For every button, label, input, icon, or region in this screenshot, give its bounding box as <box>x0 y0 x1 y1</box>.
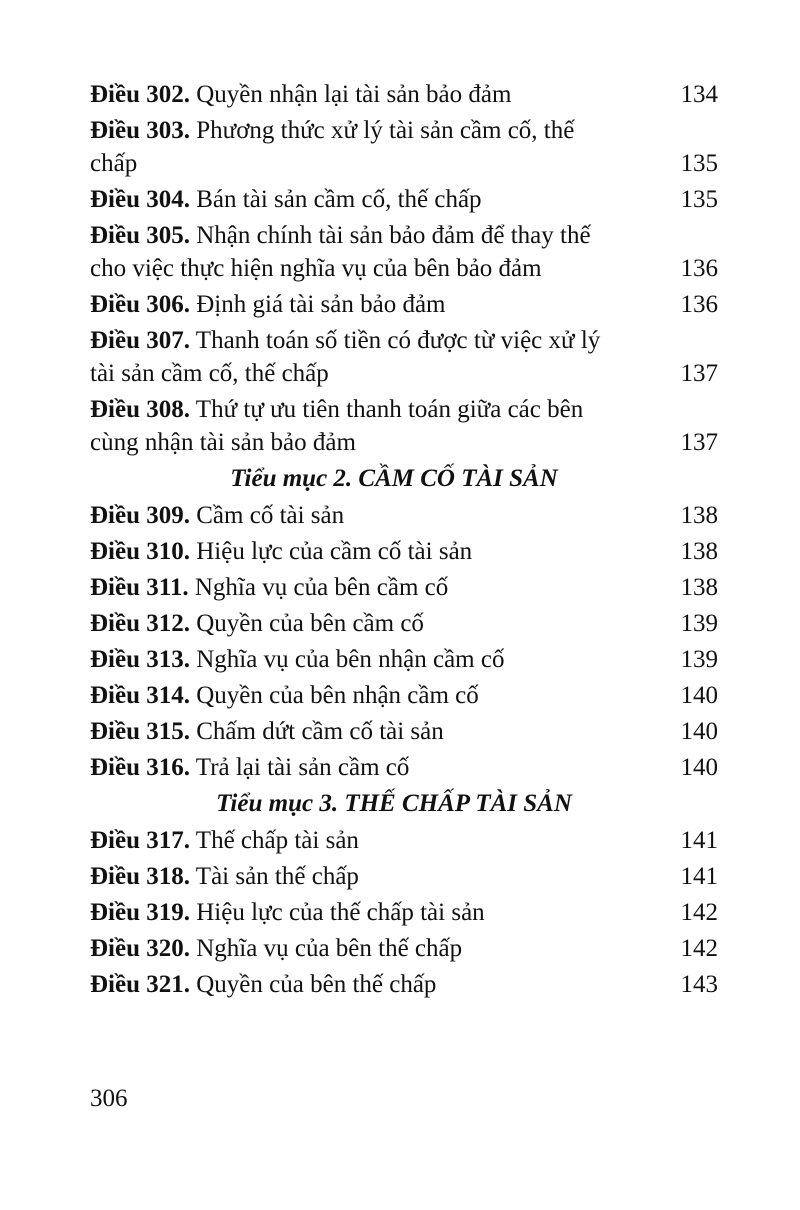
page-number: 306 <box>90 1085 128 1112</box>
toc-entry-319 <box>90 896 718 929</box>
page-ref: 142 <box>680 899 718 926</box>
toc-entry-305 <box>90 219 718 285</box>
page-ref: 143 <box>680 971 718 998</box>
article-title: Tài sản thế chấp <box>190 863 359 890</box>
page-ref: 136 <box>680 255 718 282</box>
article-title: Quyền của bên thế chấp <box>190 971 437 998</box>
page-ref: 139 <box>680 610 718 637</box>
toc-entry-321 <box>90 968 718 1001</box>
article-label: Điều 312. <box>90 610 190 637</box>
page-ref: 139 <box>680 646 718 673</box>
page-ref: 141 <box>680 827 718 854</box>
article-title-continued: chấp <box>90 150 138 177</box>
toc-entry-306 <box>90 288 718 321</box>
page-ref: 135 <box>680 150 718 177</box>
article-label: Điều 309. <box>90 502 190 529</box>
page-ref: 140 <box>680 754 718 781</box>
page-ref: 137 <box>680 360 718 387</box>
article-title: Chấm dứt cầm cố tài sản <box>190 718 444 745</box>
article-title-continued: tài sản cầm cố, thế chấp <box>90 360 329 387</box>
toc-entry-316 <box>90 751 718 784</box>
article-label: Điều 321. <box>90 971 190 998</box>
article-title-continued: cho việc thực hiện nghĩa vụ của bên bảo đảm <box>90 255 542 282</box>
article-label: Điều 306. <box>90 291 190 318</box>
toc-entry-308 <box>90 393 718 459</box>
toc-entry-317 <box>90 824 718 857</box>
article-label: Điều 307. <box>90 327 190 354</box>
toc-entry-304 <box>90 183 718 216</box>
article-label: Điều 302. <box>90 81 190 108</box>
toc-entry-307 <box>90 324 718 390</box>
page-ref: 138 <box>680 574 718 601</box>
article-label: Điều 317. <box>90 827 190 854</box>
toc-entry-309 <box>90 499 718 532</box>
toc-entry-302 <box>90 78 718 111</box>
article-title: Bán tài sản cầm cố, thế chấp <box>190 186 482 213</box>
toc-entry-320 <box>90 932 718 965</box>
page-ref: 140 <box>680 718 718 745</box>
article-title: Nhận chính tài sản bảo đảm để thay thế <box>190 222 591 249</box>
article-label: Điều 318. <box>90 863 190 890</box>
section-heading-cam-co: Tiểu mục 2. CẦM CỐ TÀI SẢN <box>230 465 558 492</box>
article-label: Điều 319. <box>90 899 190 926</box>
article-title: Nghĩa vụ của bên cầm cố <box>188 574 449 601</box>
toc-entry-318 <box>90 860 718 893</box>
page-ref: 134 <box>680 81 718 108</box>
toc-entry-311 <box>90 571 718 604</box>
article-title: Thứ tự ưu tiên thanh toán giữa các bên <box>190 396 584 423</box>
article-label: Điều 311. <box>90 574 189 601</box>
page-ref: 141 <box>680 863 718 890</box>
article-title: Hiệu lực của cầm cố tài sản <box>190 538 473 565</box>
article-label: Điều 304. <box>90 186 190 213</box>
table-of-contents <box>90 78 718 1004</box>
article-label: Điều 310. <box>90 538 190 565</box>
article-title: Quyền của bên nhận cầm cố <box>190 682 479 709</box>
article-title-continued: cùng nhận tài sản bảo đảm <box>90 429 356 456</box>
toc-entry-313 <box>90 643 718 676</box>
article-label: Điều 320. <box>90 935 190 962</box>
article-label: Điều 305. <box>90 222 190 249</box>
toc-entry-314 <box>90 679 718 712</box>
article-title: Nghĩa vụ của bên nhận cầm cố <box>190 646 505 673</box>
article-label: Điều 316. <box>90 754 190 781</box>
article-title: Trả lại tài sản cầm cố <box>190 754 410 781</box>
article-title: Nghĩa vụ của bên thế chấp <box>190 935 463 962</box>
toc-entry-312 <box>90 607 718 640</box>
article-title: Thế chấp tài sản <box>190 827 359 854</box>
article-title: Quyền của bên cầm cố <box>190 610 424 637</box>
article-label: Điều 313. <box>90 646 190 673</box>
page-ref: 140 <box>680 682 718 709</box>
toc-entry-303 <box>90 114 718 180</box>
section-heading-the-chap: Tiểu mục 3. THẾ CHẤP TÀI SẢN <box>216 790 572 817</box>
article-title: Quyền nhận lại tài sản bảo đảm <box>190 81 512 108</box>
article-label: Điều 315. <box>90 718 190 745</box>
page-ref: 138 <box>680 538 718 565</box>
toc-entry-315 <box>90 715 718 748</box>
article-label: Điều 308. <box>90 396 190 423</box>
article-label: Điều 303. <box>90 117 190 144</box>
article-title: Hiệu lực của thế chấp tài sản <box>190 899 485 926</box>
page-ref: 135 <box>680 186 718 213</box>
article-label: Điều 314. <box>90 682 190 709</box>
page-ref: 136 <box>680 291 718 318</box>
toc-entry-310 <box>90 535 718 568</box>
article-title: Phương thức xử lý tài sản cầm cố, thế <box>190 117 575 144</box>
page-ref: 137 <box>680 429 718 456</box>
page-ref: 142 <box>680 935 718 962</box>
page-ref: 138 <box>680 502 718 529</box>
article-title: Thanh toán số tiền có được từ việc xử lý <box>190 327 601 354</box>
article-title: Định giá tài sản bảo đảm <box>190 291 446 318</box>
article-title: Cầm cố tài sản <box>190 502 345 529</box>
